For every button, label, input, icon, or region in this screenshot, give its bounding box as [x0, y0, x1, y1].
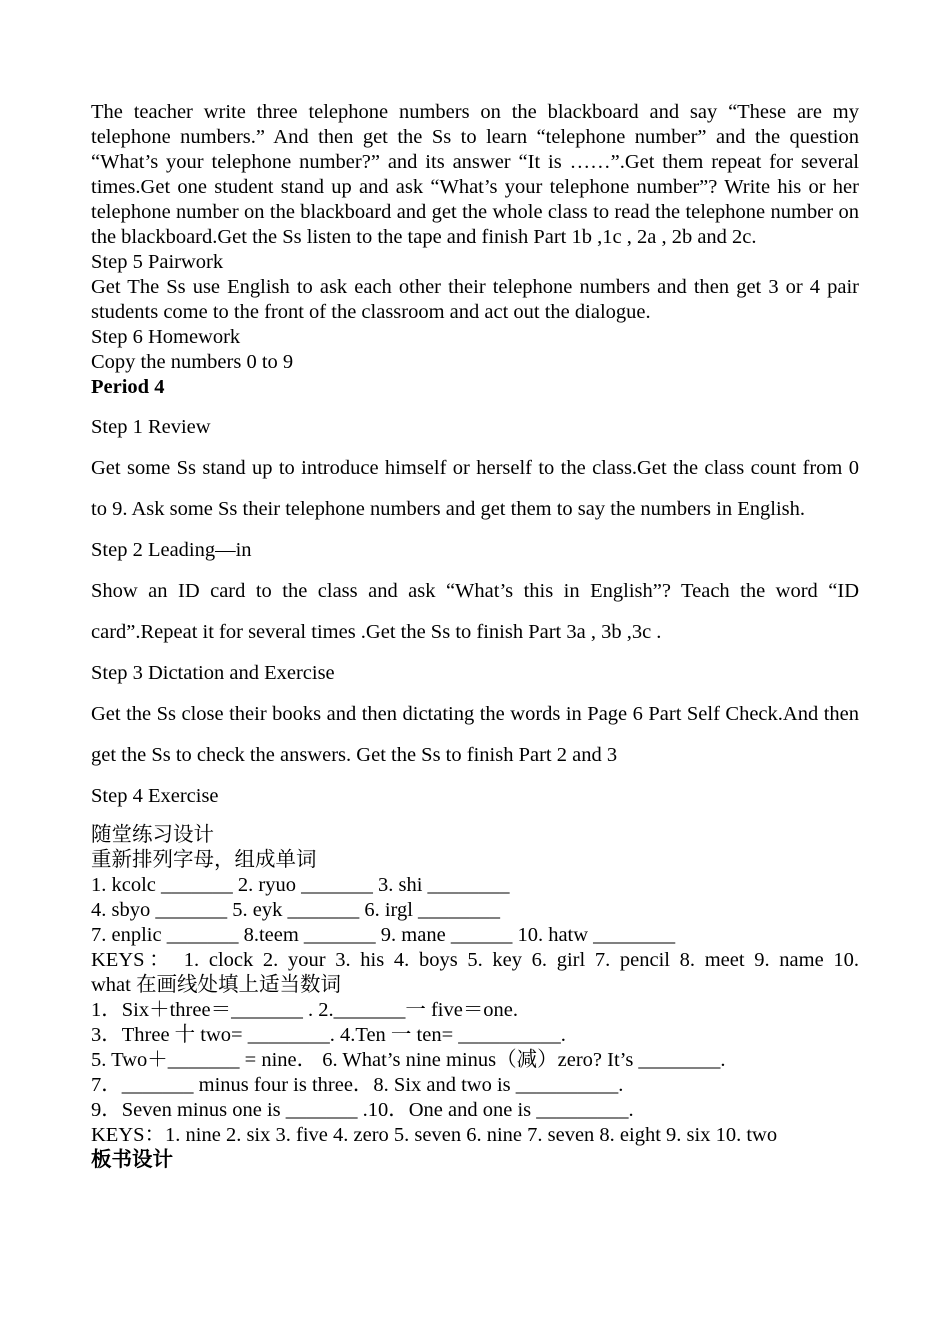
step1-text: Get some Ss stand up to introduce himself or herself to the class.Get the class count from 0 to 9. Ask some Ss their telephone numbers and get them to say the numbers in English. [91, 457, 859, 520]
step1-title: Step 1 Review [91, 416, 211, 438]
keys-line: KEYS：1. nine 2. six 3. five 4. zero 5. seven 6. nine 7. seven 8. eight 9. six 10. two [91, 1124, 778, 1146]
exercise-line: 1．Six＋three＝_______ . 2._______一 five＝one. [91, 999, 519, 1021]
step4-title: Step 4 Exercise [91, 785, 219, 807]
document-page [91, 100, 859, 1173]
exercise-line: 7. enplic _______ 8.teem _______ 9. mane ______ 10. hatw ________ [91, 924, 676, 946]
step6-title: Step 6 Homework [91, 326, 241, 348]
intro-paragraph: The teacher write three telephone numbers on the blackboard and say “These are my telephone numbers.” And then get the Ss to learn “telephone number” and the question “What’s your telephone number?” and its answer “It is ……”.Get them repeat for several times.Get one student stand up and ask “What’s your telephone number”? Write his or her telephone number on the blackboard and get the whole class to read the telephone number on the blackboard.Get the Ss listen to the tape and finish Part 1b ,1c , 2a , 2b and 2c. [91, 101, 859, 248]
period4-heading: Period 4 [91, 376, 165, 398]
step2-title: Step 2 Leading—in [91, 539, 252, 561]
exercise-part1-instruction: 重新排列字母，组成单词 [91, 849, 317, 871]
keys-line: KEYS： 1. clock 2. your 3. his 4. boys 5. key 6. girl 7. pencil 8. meet 9. name 10. [91, 949, 859, 971]
step3-title: Step 3 Dictation and Exercise [91, 662, 335, 684]
exercise-line: 1. kcolc _______ 2. ryuo _______ 3. shi ________ [91, 874, 510, 896]
exercise-line: 3．Three 十 two= ________. 4.Ten 一 ten= __________. [91, 1024, 566, 1046]
exercise-title: 随堂练习设计 [91, 824, 214, 846]
keys-line-continued: what 在画线处填上适当数词 [91, 974, 341, 996]
step2-text: Show an ID card to the class and ask “What’s this in English”? Teach the word “ID card”.Repeat it for several times .Get the Ss to finish Part 3a , 3b ,3c . [91, 580, 859, 643]
board-design-heading: 板书设计 [91, 1149, 173, 1171]
exercise-line: 7．_______ minus four is three．8. Six and two is __________. [91, 1074, 624, 1096]
exercise-line: 4. sbyo _______ 5. eyk _______ 6. irgl ________ [91, 899, 501, 921]
step5-text: Get The Ss use English to ask each other their telephone numbers and then get 3 or 4 pair students come to the front of the classroom and act out the dialogue. [91, 276, 859, 323]
step6-text: Copy the numbers 0 to 9 [91, 351, 294, 373]
step3-text: Get the Ss close their books and then dictating the words in Page 6 Part Self Check.And then get the Ss to check the answers. Get the Ss to finish Part 2 and 3 [91, 703, 859, 766]
step5-title: Step 5 Pairwork [91, 251, 224, 273]
exercise-line: 9．Seven minus one is _______ .10．One and one is _________. [91, 1099, 634, 1121]
exercise-line: 5. Two＋_______ = nine． 6. What’s nine minus（减）zero? It’s ________. [91, 1049, 726, 1071]
